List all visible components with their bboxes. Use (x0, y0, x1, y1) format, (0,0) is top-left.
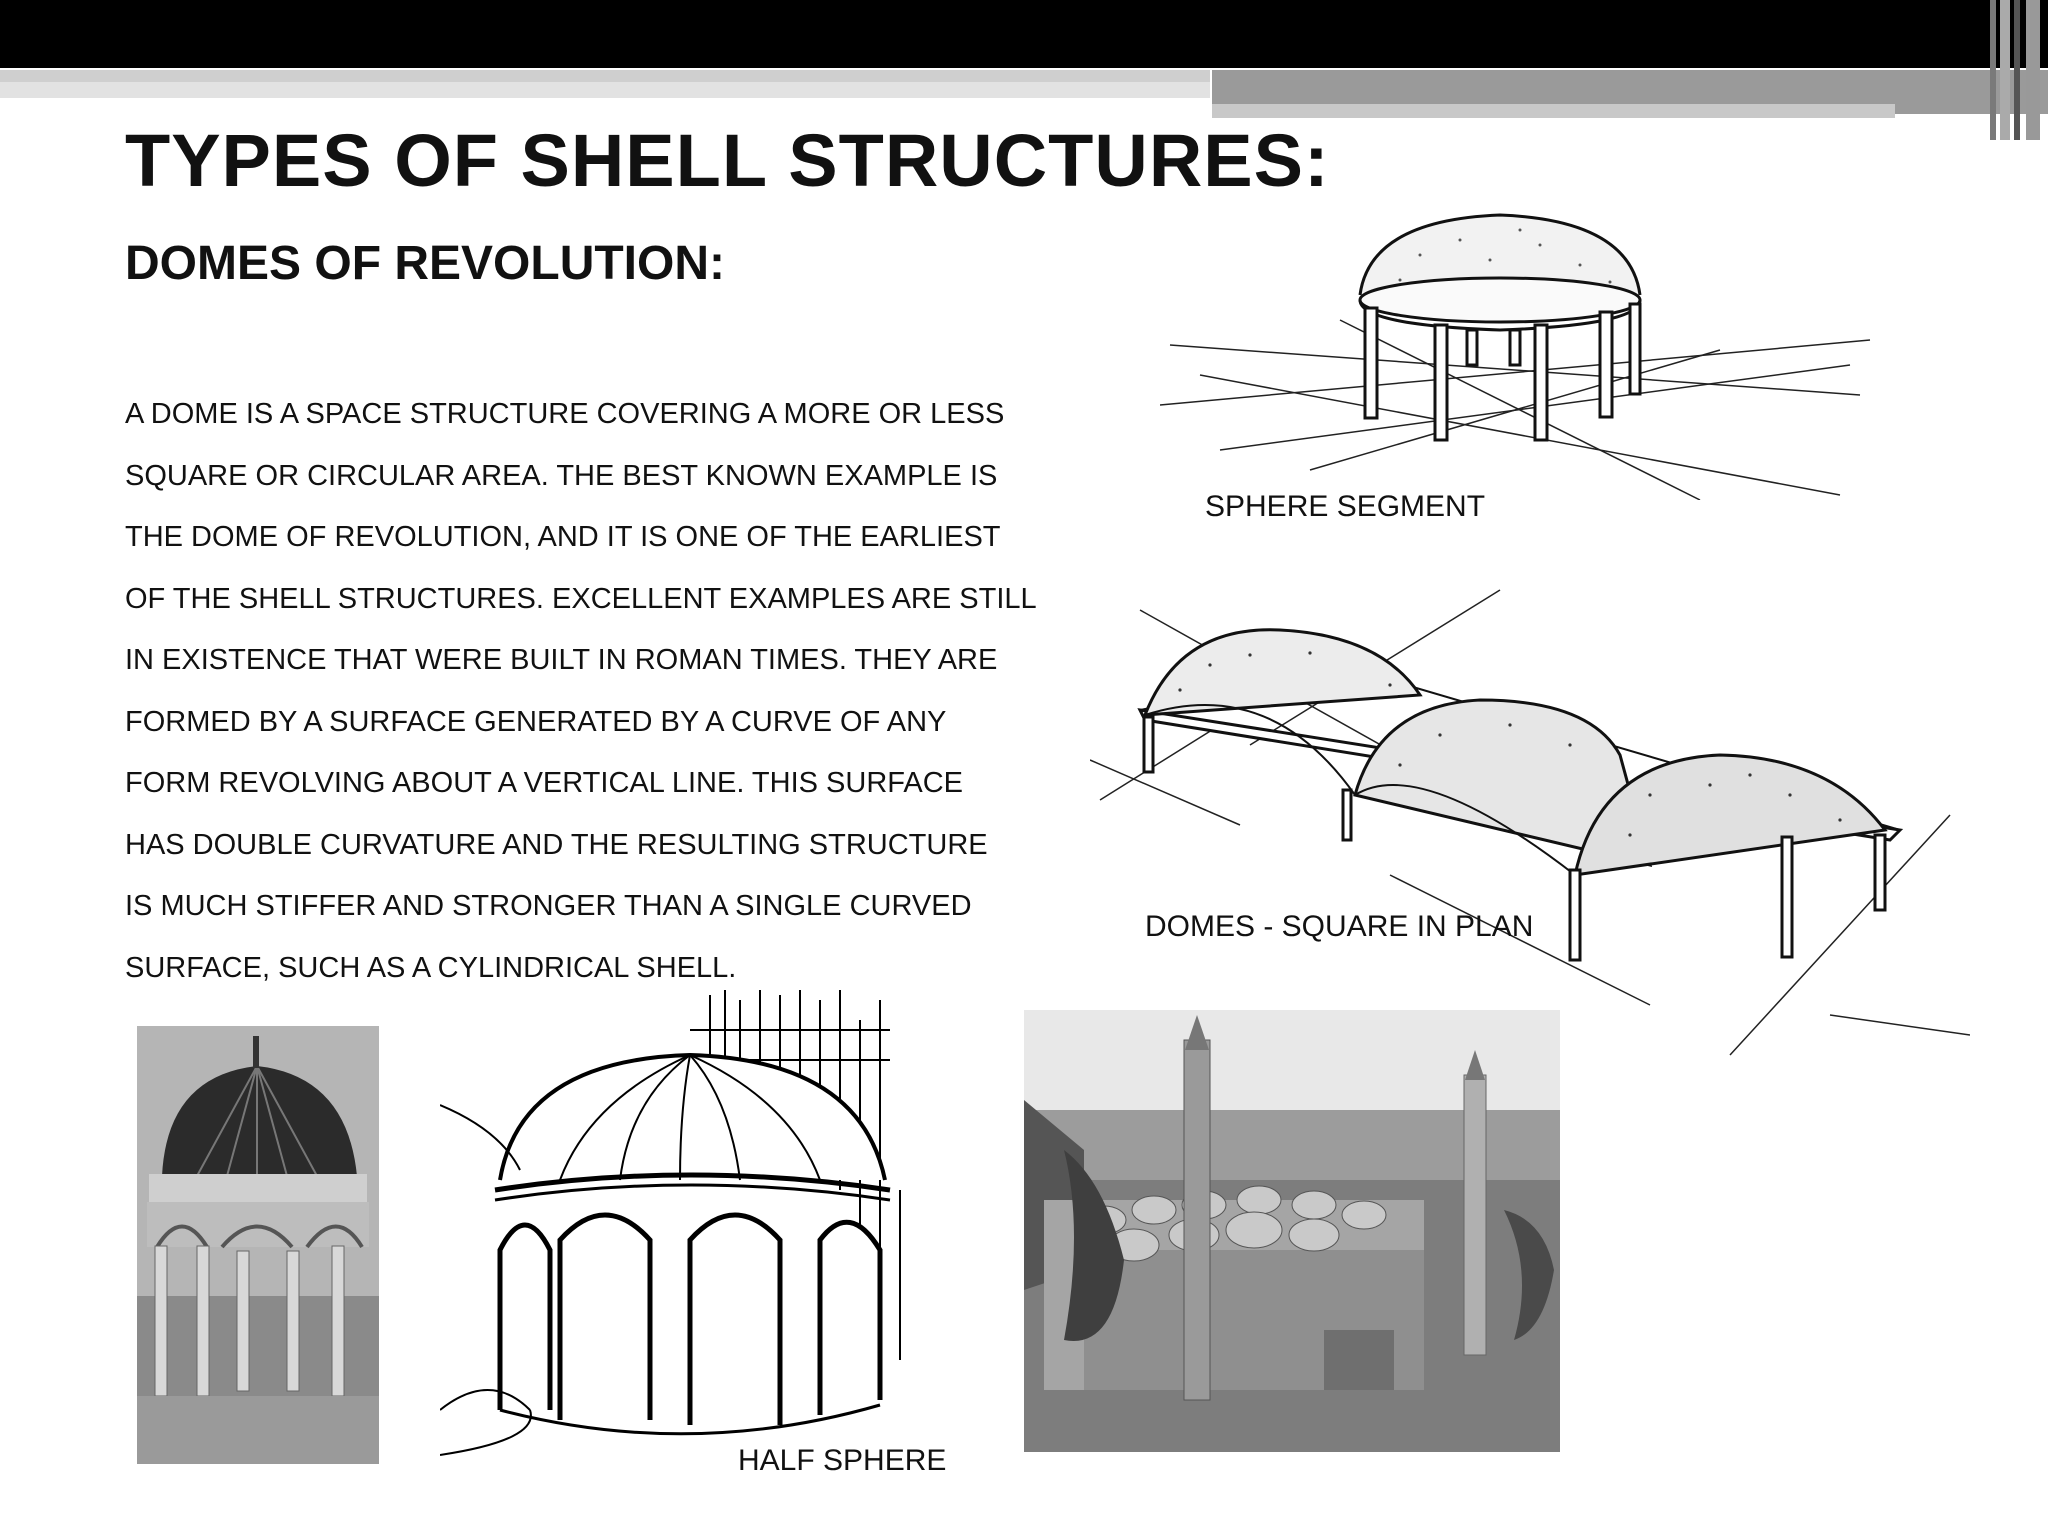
mosque-photo (1024, 1010, 1560, 1452)
body-line: THE DOME OF REVOLUTION, AND IT IS ONE OF THE EARLIEST (125, 521, 1001, 553)
sphere-segment-drawing (1160, 200, 1880, 500)
body-line: FORMED BY A SURFACE GENERATED BY A CURVE OF ANY (125, 705, 947, 738)
body-line: IN EXISTENCE THAT WERE BUILT IN ROMAN TIMES. THEY ARE (125, 644, 998, 676)
slide-subtitle: DOMES OF REVOLUTION: (125, 237, 725, 290)
body-line: OF THE SHELL STRUCTURES. EXCELLENT EXAMPLES ARE STILL (125, 582, 1037, 615)
mosque-illustration (1024, 1010, 1560, 1452)
body-line: A DOME IS A SPACE STRUCTURE COVERING A MORE OR LESS (125, 398, 1005, 430)
slide-title: TYPES OF SHELL STRUCTURES: (125, 119, 1330, 202)
header-edge-line (2026, 0, 2040, 140)
body-line: IS MUCH STIFFER AND STRONGER THAN A SINGLE CURVED (125, 890, 972, 922)
header-strip-light (0, 82, 1210, 98)
body-line: SURFACE, SUCH AS A CYLINDRICAL SHELL. (125, 951, 737, 984)
half-sphere-drawing (440, 990, 940, 1460)
body-line: SQUARE OR CIRCULAR AREA. THE BEST KNOWN EXAMPLE IS (125, 459, 998, 492)
header-edge-line (2014, 0, 2020, 140)
header-bar (0, 0, 2048, 68)
body-line: HAS DOUBLE CURVATURE AND THE RESULTING STRUCTURE (125, 828, 988, 861)
header-edge-line (2000, 0, 2010, 140)
body-line: FORM REVOLVING ABOUT A VERTICAL LINE. THIS SURFACE (125, 767, 963, 799)
header-edge-line (1990, 0, 1996, 140)
pavilion-photo (137, 1026, 379, 1464)
body-paragraph (125, 384, 1065, 999)
caption-domes-square: DOMES - SQUARE IN PLAN (1145, 910, 1534, 943)
caption-sphere-segment: SPHERE SEGMENT (1205, 490, 1486, 523)
pavilion-illustration (137, 1026, 379, 1464)
caption-half-sphere: HALF SPHERE (738, 1444, 947, 1477)
